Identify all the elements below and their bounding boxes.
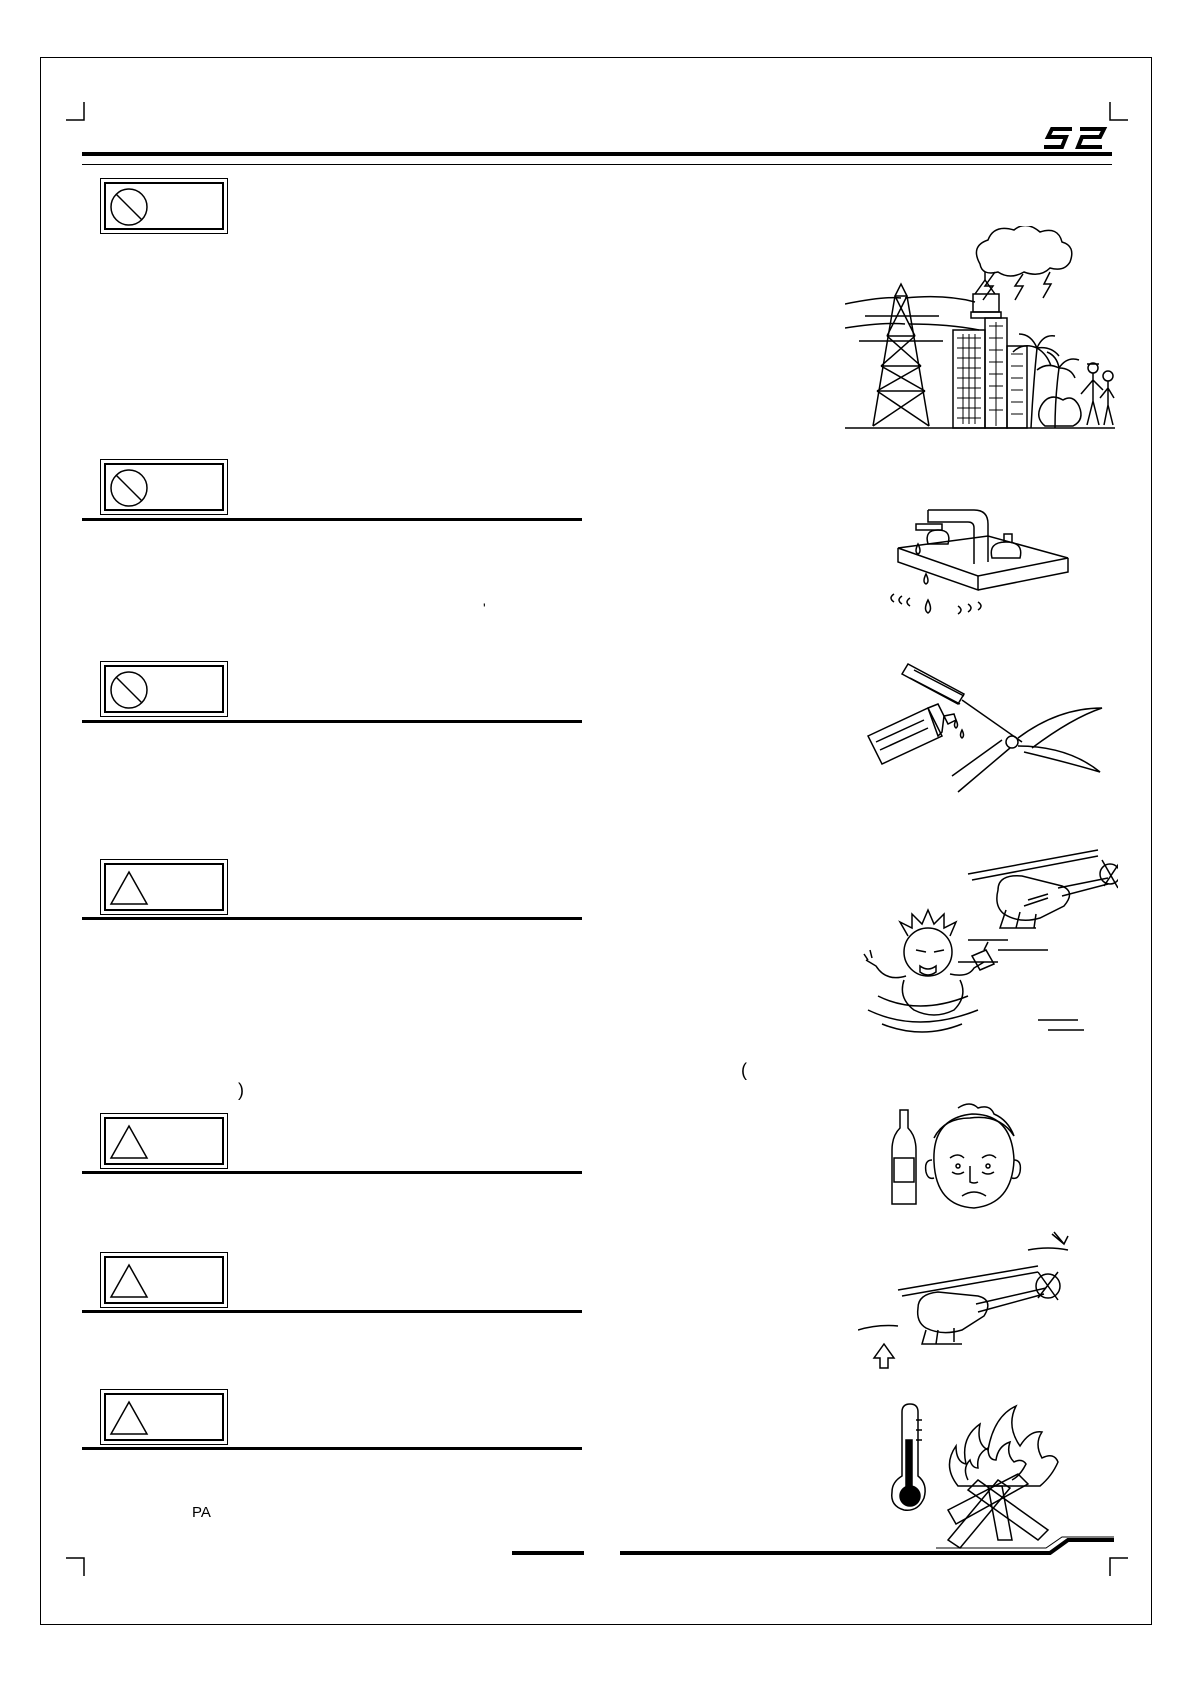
warning-rotor-label-box [100, 1252, 228, 1308]
footer-rule-left [512, 1551, 584, 1555]
warning-triangle-icon [107, 1259, 151, 1303]
prohibited-tools-label-box [100, 661, 228, 717]
prohibition-icon [107, 668, 151, 712]
prohibition-icon [107, 185, 151, 229]
helicopter-crash-illustration [848, 840, 1118, 1050]
alcohol-fatigue-illustration [890, 1102, 1040, 1212]
prohibition-icon [107, 466, 151, 510]
header-rule-thick [82, 152, 1112, 156]
helicopter-rotor-illustration [858, 1230, 1088, 1370]
header-rule-thin [82, 164, 1112, 165]
prohibited-moisture-label-box [100, 459, 228, 515]
section-rule [82, 1310, 582, 1313]
warning-operation-label-box [100, 859, 228, 915]
warning-triangle-icon [107, 866, 151, 910]
stray-comma: ' [483, 600, 486, 616]
warning-heat-label-box [100, 1389, 228, 1445]
storm-power-lines-illustration [845, 226, 1115, 431]
warning-alcohol-label-box [100, 1113, 228, 1169]
section-rule [82, 1171, 582, 1174]
prohibited-weather-label-box [100, 178, 228, 234]
heat-fire-illustration [888, 1400, 1088, 1550]
section-rule [82, 518, 582, 521]
section-rule [82, 917, 582, 920]
water-faucet-illustration [888, 496, 1078, 631]
crop-mark-top-right [1108, 102, 1128, 122]
pa-code: PA [192, 1504, 211, 1521]
section-rule [82, 720, 582, 723]
model-logo [1042, 126, 1112, 157]
warning-triangle-icon [107, 1396, 151, 1440]
crop-mark-top-left [66, 102, 86, 122]
tools-glue-illustration [862, 656, 1112, 806]
stray-open-paren: ( [741, 1060, 747, 1080]
crop-mark-bottom-left [66, 1556, 86, 1576]
stray-close-paren: ) [238, 1080, 244, 1100]
section-rule [82, 1447, 582, 1450]
warning-triangle-icon [107, 1120, 151, 1164]
